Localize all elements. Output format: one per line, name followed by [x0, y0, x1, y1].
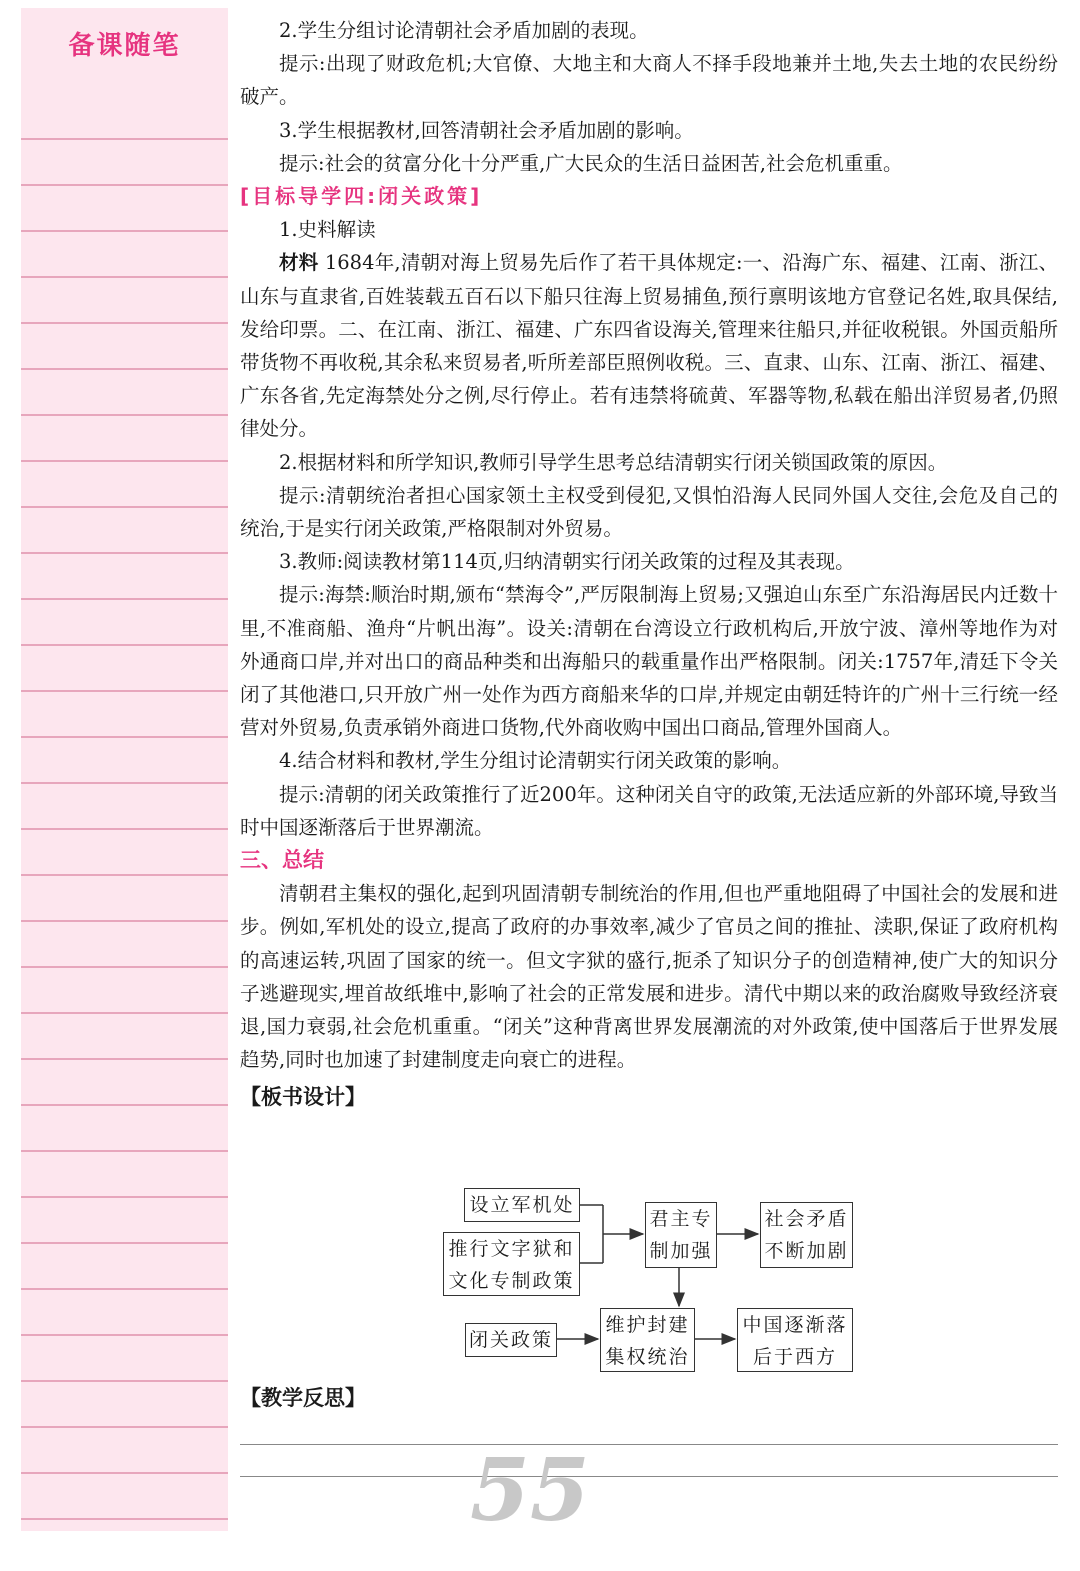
summary-paragraph: 清朝君主集权的强化,起到巩固清朝专制统治的作用,但也严重地阻碍了中国社会的发展和进步。例如,军机处的设立,提高了政府的办事效率,减少了官员之间的推扯、渎职,保证了政府机构的高速运转,巩固了国家的统一。但文字狱的盛行,扼杀了知识分子的创造精神,使广大的知识分子逃避现实,埋首故纸堆中,影响了社会的正常发展和进步。清代中期以来的政治腐败导致经济衰退,国力衰弱,社会危机重重。“闭关”这种背离世界发展潮流的对外政策,使中国落后于世界发展趋势,同时也加速了封建制度走向衰亡的进程。 — [240, 882, 1058, 1072]
paragraph: 提示:出现了财政危机;大官僚、大地主和大商人不择手段地兼并土地,失去土地的农民纷纷破产。 — [240, 52, 1058, 109]
reflection-heading: 【教学反思】 — [240, 1386, 366, 1410]
diagram-box-closed-door: 闭关政策 — [465, 1323, 557, 1357]
paragraph: 1.史料解读 — [279, 218, 376, 242]
paragraph: 提示:清朝统治者担心国家领土主权受到侵犯,又惧怕沿海人民同外国人交往,会危及自己的统治,于是实行闭关政策,严格限制对外贸易。 — [240, 483, 1058, 541]
diagram-box-military-council: 设立军机处 — [464, 1188, 580, 1222]
goal-heading: [目标导学四:闭关政策] — [240, 184, 483, 209]
paragraph: 3.教师:阅读教材第114页,归纳清朝实行闭关政策的过程及其表现。 — [279, 550, 855, 574]
paragraph: 2.根据材料和所学知识,教师引导学生思考总结清朝实行闭关锁国政策的原因。 — [279, 450, 948, 474]
writing-line — [240, 1444, 1058, 1445]
material-text: 1684年,清朝对海上贸易先后作了若干具体规定:一、沿海广东、福建、江南、浙江、山东与直隶省,百姓装载五百石以下船只往海上贸易捕鱼,预行禀明该地方官登记名姓,取具保结,发给印票。二、在江南、浙江、福建、广东四省设海关,管理来往船只,并征收税银。外国贡船所带货物不再收税,其余私来贸易者,听所差部臣照例收税。三、直隶、山东、江南、浙江、福建、广东各省,先定海禁处分之例,尽行停止。若有违禁将硫黄、军器等物,私载在船出洋贸易者,仍照律处分。 — [240, 251, 1058, 441]
diagram-box-fall-behind: 中国逐渐落 后于西方 — [737, 1308, 853, 1372]
paragraph: 提示:海禁:顺治时期,颁布“禁海令”,严厉限制海上贸易;又强迫山东至广东沿海居民内迁数十里,不准商船、渔舟“片帆出海”。设关:清朝在台湾设立行政机构后,开放宁波、漳州等地作为对外通商口岸,并对出口的商品种类和出海船只的载重量作出严格限制。闭关:1757年,清廷下令关闭了其他港口,只开放广州一处作为西方商船来华的口岸,并规定由朝廷特许的广州十三行统一经营对外贸易,负责承销外商进口货物,代外商收购中国出口商品,管理外国商人。 — [240, 583, 1058, 740]
writing-line — [240, 1476, 1058, 1477]
paragraph: 4.结合材料和教材,学生分组讨论清朝实行闭关政策的影响。 — [279, 749, 792, 773]
diagram-box-maintain-rule: 维护封建 集权统治 — [600, 1308, 695, 1372]
material-label: 材料 — [279, 251, 319, 275]
diagram-box-centralization: 君主专 制加强 — [645, 1202, 717, 1268]
paragraph: 提示:清朝的闭关政策推行了近200年。这种闭关自守的政策,无法适应新的外部环境,导致当时中国逐渐落后于世界潮流。 — [240, 782, 1058, 839]
section-heading: 三、总结 — [240, 848, 324, 873]
sidebar-title: 备课随笔 — [21, 8, 228, 94]
board-design-heading: 【板书设计】 — [240, 1084, 366, 1109]
diagram-box-social-conflict: 社会矛盾 不断加剧 — [760, 1202, 853, 1268]
paragraph: 2.学生分组讨论清朝社会矛盾加剧的表现。 — [279, 19, 649, 42]
paragraph: 提示:社会的贫富分化十分严重,广大民众的生活日益困苦,社会危机重重。 — [279, 151, 903, 175]
paragraph: 3.学生根据教材,回答清朝社会矛盾加剧的影响。 — [279, 118, 694, 142]
diagram-box-literary-inquisition: 推行文字狱和 文化专制政策 — [443, 1232, 580, 1296]
page-number: 55 — [470, 1440, 590, 1541]
